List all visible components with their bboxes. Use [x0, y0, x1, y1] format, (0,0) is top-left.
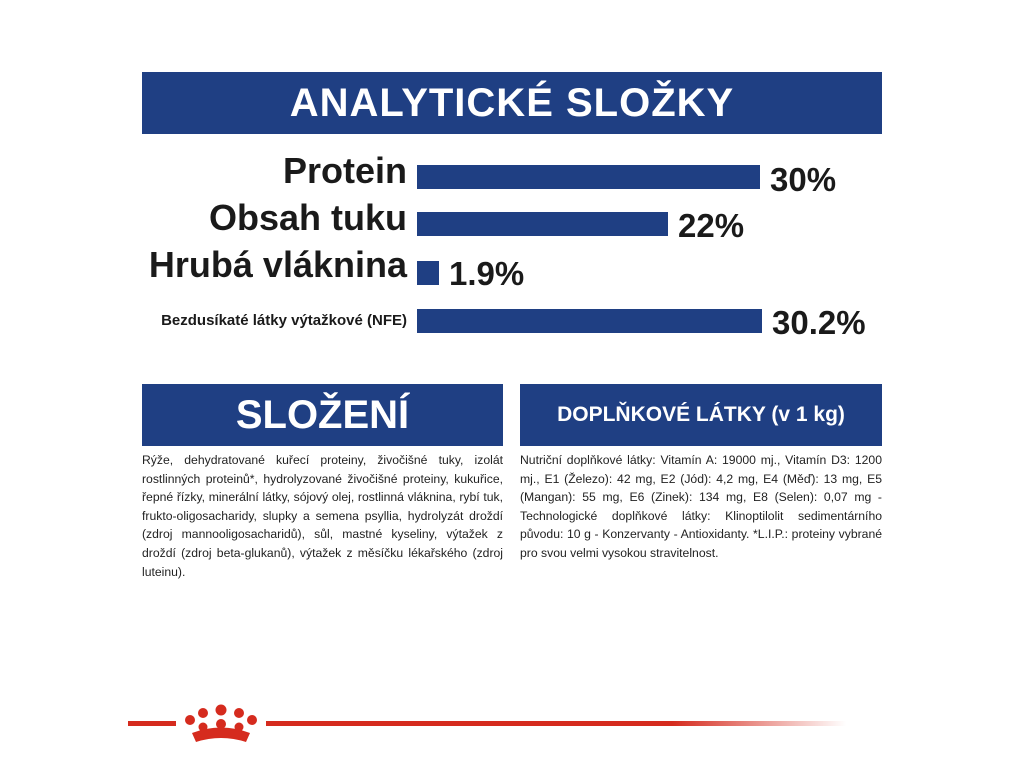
analytics-label-fat: Obsah tuku [208, 197, 407, 238]
analytics-value-nfe: 30.2% [772, 304, 866, 341]
analytics-title-banner [142, 72, 882, 134]
additives-title: DOPLŇKOVÉ LÁTKY (v 1 kg) [557, 403, 845, 426]
composition-title-banner [142, 384, 503, 446]
composition-text: Rýže, dehydratované kuřecí proteiny, živočišné tuky, izolát rostlinných proteinů*, hydrolyzované živočišné proteiny, kukuřice, řepné řízky, minerální látky, sójový olej, rostlinná vláknina, rybí tuk, frukto-oligosacharidy, slupky a semena psyllia, hydrolyzát droždí (zdroj mannooligosacharidů), sůl, mastné kyseliny, výtažek z droždí (zdroj beta-glukanů), výtažek z měsíčku lékařského (zdroj luteinu). [142, 453, 503, 579]
analytics-label-nfe: Bezdusíkaté látky výtažkové (NFE) [161, 312, 407, 329]
analytics-title: ANALYTICKÉ SLOŽKY [289, 80, 735, 125]
analytics-bar-protein [417, 165, 760, 189]
analytics-value-fiber: 1.9% [449, 255, 525, 292]
royal-canin-crown-icon [180, 700, 262, 748]
footer-red-line-right [266, 721, 846, 726]
analytics-bar-fat [417, 212, 668, 236]
analytics-value-protein: 30% [770, 161, 837, 198]
analytics-label-protein: Protein [282, 150, 407, 191]
analytics-label-fiber: Hrubá vláknina [148, 244, 407, 285]
composition-title: SLOŽENÍ [235, 392, 410, 437]
analytics-bar-nfe [417, 309, 762, 333]
additives-text: Nutriční doplňkové látky: Vitamín A: 19000 mj., Vitamín D3: 1200 mj., E1 (Železo): 42 mg, E2 (Jód): 4,2 mg, E4 (Měď): 13 mg, E5 (Mangan): 55 mg, E6 (Zinek): 134 mg, E8 (Selen): 0,07 mg - Technologické doplňkové látky: Klinoptilolit sedimentárního původu: 10 g - Konzervanty - Antioxidanty. *L.I.P.: proteiny vybrané pro svou velmi vysokou stravitelnost. [520, 453, 882, 560]
analytics-bar-fiber [417, 261, 439, 285]
additives-title-banner [520, 384, 882, 446]
footer-red-line-left [128, 721, 176, 726]
analytics-value-fat: 22% [678, 207, 745, 244]
